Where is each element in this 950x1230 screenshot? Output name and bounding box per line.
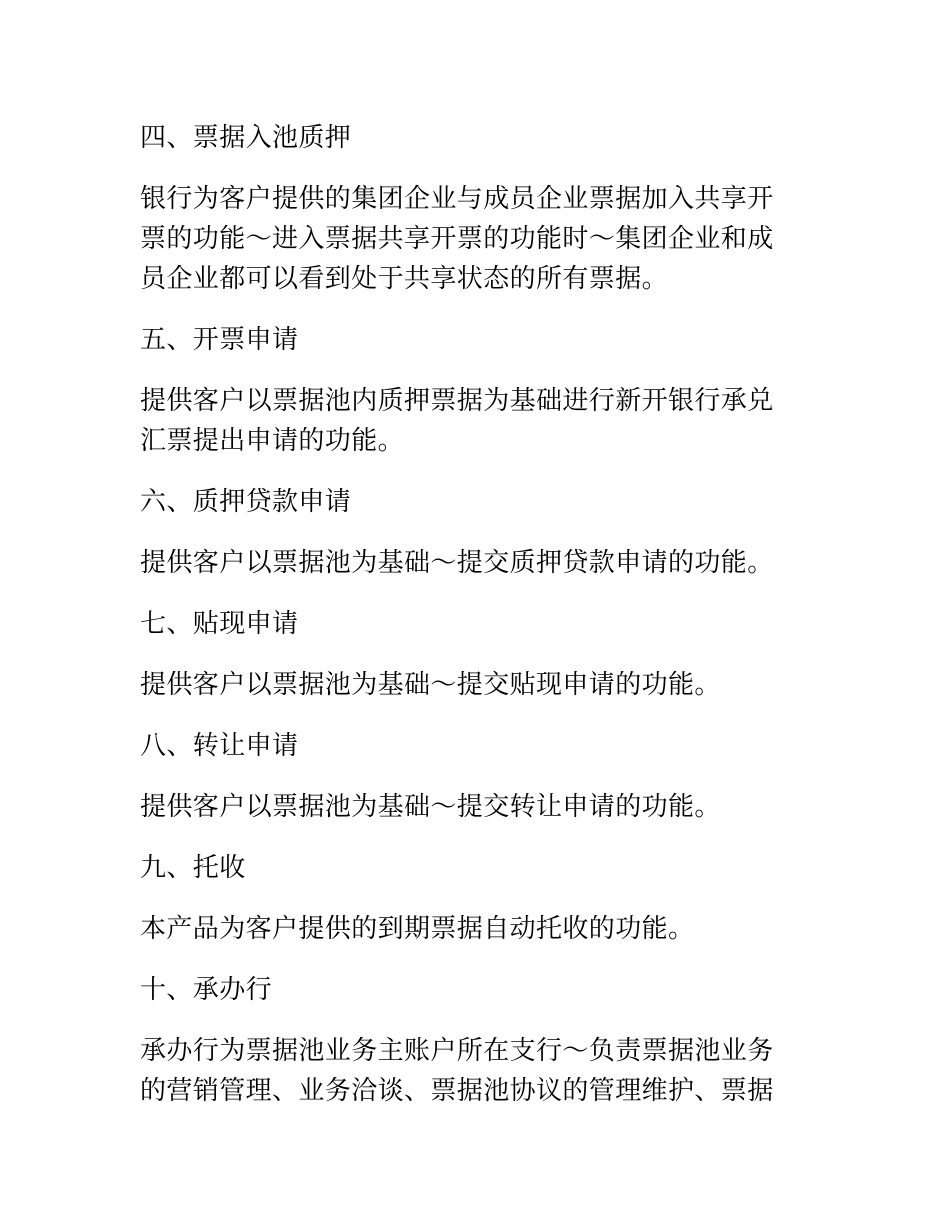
paragraph-line: 提供客户以票据池内质押票据为基础进行新开银行承兑 — [140, 386, 774, 416]
paragraph-line: 的营销管理、业务洽谈、票据池协议的管理维护、票据 — [140, 1076, 774, 1106]
section-paragraph-handling-bank — [140, 1031, 820, 1111]
section-heading-collection: 九、托收 — [140, 853, 246, 883]
section-paragraph-pledge — [140, 179, 820, 299]
paragraph-line: 提供客户以票据池为基础～提交质押贷款申请的功能。 — [140, 548, 774, 578]
section-paragraph-collection — [140, 909, 820, 949]
section-heading-discount: 七、贴现申请 — [140, 609, 299, 639]
section-heading-pledge: 四、票据入池质押 — [140, 123, 352, 153]
section-heading-handling-bank: 十、承办行 — [140, 975, 273, 1005]
document-body — [140, 118, 820, 1132]
paragraph-line: 承办行为票据池业务主账户所在支行～负责票据池业务 — [140, 1036, 774, 1066]
paragraph-line: 票的功能～进入票据共享开票的功能时～集团企业和成 — [140, 224, 774, 254]
section-paragraph-issue-application — [140, 381, 820, 461]
paragraph-line: 汇票提出申请的功能。 — [140, 426, 405, 456]
paragraph-line: 银行为客户提供的集团企业与成员企业票据加入共享开 — [140, 184, 774, 214]
section-paragraph-pledge-loan — [140, 543, 820, 583]
paragraph-line: 本产品为客户提供的到期票据自动托收的功能。 — [140, 914, 695, 944]
paragraph-line: 提供客户以票据池为基础～提交转让申请的功能。 — [140, 792, 721, 822]
section-heading-transfer: 八、转让申请 — [140, 731, 299, 761]
section-heading-issue-application: 五、开票申请 — [140, 325, 299, 355]
paragraph-line: 员企业都可以看到处于共享状态的所有票据。 — [140, 264, 669, 294]
section-heading-pledge-loan: 六、质押贷款申请 — [140, 487, 352, 517]
paragraph-line: 提供客户以票据池为基础～提交贴现申请的功能。 — [140, 670, 721, 700]
section-paragraph-transfer — [140, 787, 820, 827]
section-paragraph-discount — [140, 665, 820, 705]
